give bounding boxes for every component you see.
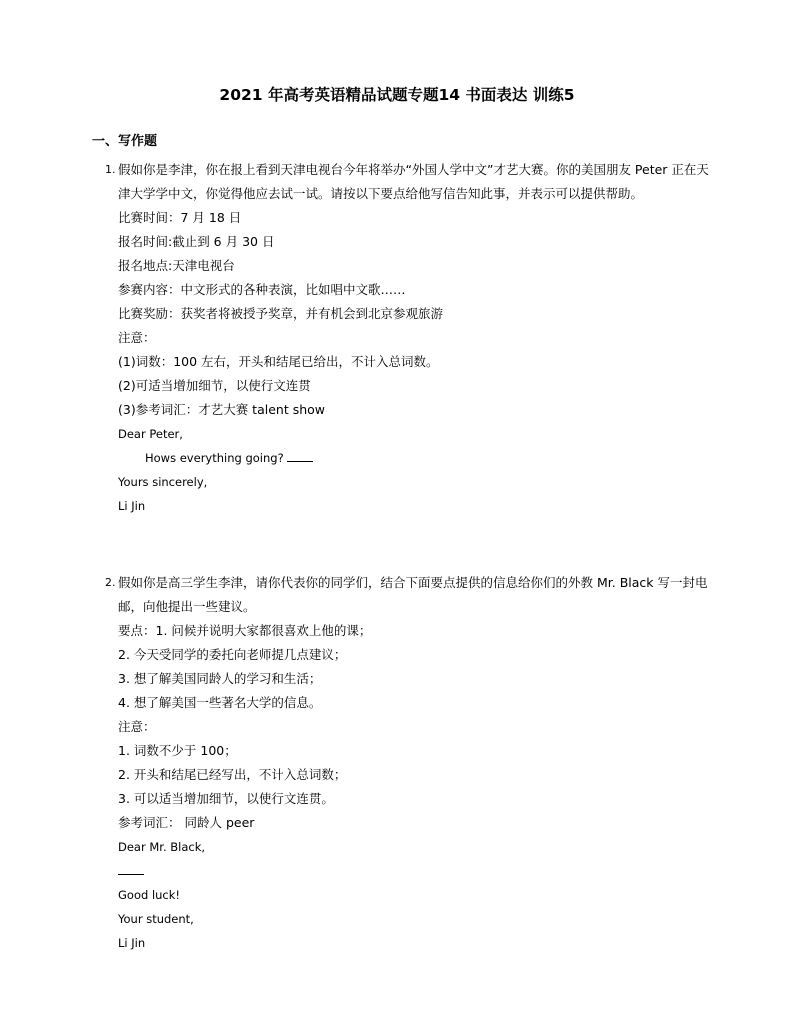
requirement-line: 注意： bbox=[118, 330, 156, 345]
question-number: 1. bbox=[105, 163, 116, 176]
requirement-line: (1)词数：100 左右，开头和结尾已给出，不计入总词数。 bbox=[118, 354, 439, 369]
answer-blank bbox=[287, 448, 313, 462]
question-prompt: 假如你是高三学生李津，请你代表你的同学们，结合下面要点提供的信息给你们的外教 Mr. Black 写一封电邮，向他提出一些建议。 bbox=[118, 575, 708, 614]
requirement-line: 报名时间:截止到 6 月 30 日 bbox=[118, 234, 275, 249]
section-heading: 一、写作题 bbox=[92, 134, 158, 149]
letter-signature: Li Jin bbox=[118, 936, 146, 950]
requirement-line: (3)参考词汇：才艺大赛 talent show bbox=[118, 402, 326, 417]
letter-closing: Your student, bbox=[118, 912, 194, 926]
requirement-line: 3. 想了解美国同龄人的学习和生活； bbox=[118, 671, 322, 686]
requirement-line: 参考词汇： 同龄人 peer bbox=[118, 815, 255, 830]
body-start-text: Hows everything going? bbox=[145, 451, 284, 465]
requirement-line: 注意： bbox=[118, 719, 156, 734]
letter-greeting: Dear Peter, bbox=[118, 427, 183, 441]
requirement-line: 1. 词数不少于 100； bbox=[118, 743, 237, 758]
question-1 bbox=[105, 158, 718, 518]
requirement-line: (2)可适当增加细节，以使行文连贯 bbox=[118, 378, 311, 393]
requirement-line: 2. 今天受同学的委托向老师提几点建议； bbox=[118, 647, 347, 662]
requirement-line: 2. 开头和结尾已经写出，不计入总词数； bbox=[118, 767, 347, 782]
requirement-line: 3. 可以适当增加细节，以使行文连贯。 bbox=[118, 791, 334, 806]
requirement-line: 参赛内容：中文形式的各种表演，比如唱中文歌…… bbox=[118, 282, 406, 297]
requirement-line: 比赛时间：7 月 18 日 bbox=[118, 210, 242, 225]
requirement-line: 要点：1. 问候并说明大家都很喜欢上他的课； bbox=[118, 623, 372, 638]
letter-body-start bbox=[118, 446, 718, 470]
page-title: 2021 年高考英语精品试题专题14 书面表达 训练5 bbox=[219, 86, 575, 104]
letter-greeting: Dear Mr. Black, bbox=[118, 840, 206, 854]
requirement-line: 比赛奖励：获奖者将被授予奖章，并有机会到北京参观旅游 bbox=[118, 306, 444, 321]
letter-closing: Good luck! bbox=[118, 888, 181, 902]
requirement-line: 4. 想了解美国一些著名大学的信息。 bbox=[118, 695, 322, 710]
requirement-line: 报名地点:天津电视台 bbox=[118, 258, 235, 273]
letter-closing: Yours sincerely, bbox=[118, 475, 208, 489]
letter-signature: Li Jin bbox=[118, 499, 146, 513]
letter-body-blank bbox=[118, 859, 718, 883]
question-prompt: 假如你是李津，你在报上看到天津电视台今年将举办“外国人学中文”才艺大赛。你的美国朋友 Peter 正在天津大学学中文，你觉得他应去试一试。请按以下要点给他写信告知此事，并表示可以提供帮助。 bbox=[118, 162, 709, 201]
question-2 bbox=[105, 571, 718, 955]
question-number: 2. bbox=[105, 576, 116, 589]
answer-blank bbox=[118, 861, 144, 875]
